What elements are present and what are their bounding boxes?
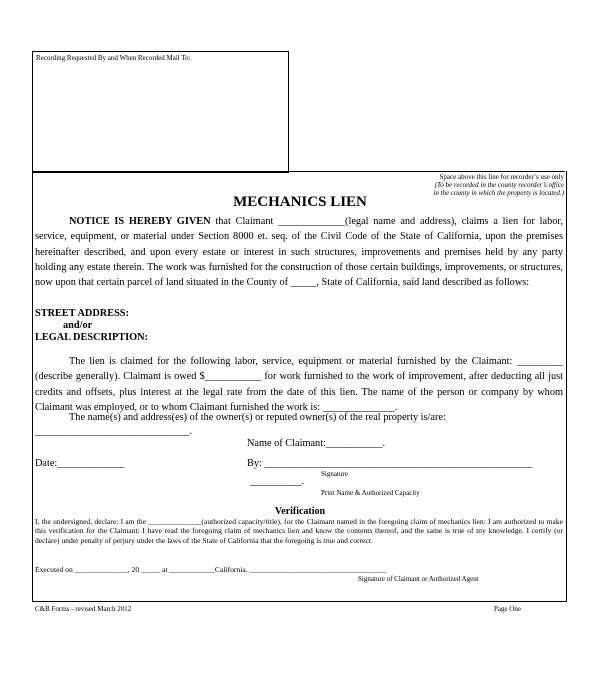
street-address-header: STREET ADDRESS:: [35, 308, 129, 319]
notice-lead: NOTICE IS HEREBY GIVEN: [69, 216, 211, 227]
recording-box: [32, 51, 289, 173]
recorder-note-line3: in the county in which the property is located.): [433, 189, 564, 197]
footer-revision: C&B Forms - revised March 2012: [35, 605, 132, 613]
name-of-claimant-line: Name of Claimant:___________.: [247, 438, 386, 449]
date-line: Date:_____________: [35, 458, 125, 469]
executed-line: Executed on ______________, 20 _____ at ____________California. ____________________________________: [35, 565, 387, 574]
owners-blank: ______________________________.: [35, 426, 193, 437]
notice-text: that Claimant _____________(legal name and address), claims a lien for labor, service, equipment, or material under Section 8000 et. seq. of the Civil Code of the State of California, upon the premises hereinafter described, and upon every estate or interest in such structures, improvements and premises held by any party holding any estate therein. The work was furnished for the construction of those certain buildings, improvements, or structures, now upon that certain parcel of land situated in the County of _____, State of California, said land described as follows:: [35, 216, 563, 289]
document-title: MECHANICS LIEN: [233, 194, 367, 210]
claim-paragraph: The lien is claimed for the following labor, service, equipment or material furnished by the Claimant: _________ (describe generally). Claimant is owed $___________ for work furnished to the work of improvement, after deducting all just credits and offsets, plus interest at the legal rate from the date of this lien. The name of the person or company by whom Claimant was employed, or to whom Claimant furnished the work is: ______________.: [35, 356, 563, 413]
owners-line: The name(s) and address(es) of the owner(s) or reputed owner(s) of the real property is/are:: [69, 412, 446, 423]
recorder-note-line1: Space above this line for recorder’s use only: [439, 173, 564, 181]
print-name-caption: Print Name & Authorized Capacity: [321, 489, 420, 497]
signature-caption: Signature: [321, 470, 348, 478]
by-line: By: ____________________________________________________: [247, 458, 533, 469]
print-name-blank: __________.: [250, 476, 305, 487]
legal-description-header: LEGAL DESCRIPTION:: [35, 332, 149, 343]
verification-signature-caption: Signature of Claimant or Authorized Agent: [358, 575, 479, 583]
recording-box-label: Recording Requested By and When Recorded Mail To:: [36, 54, 191, 62]
notice-paragraph: [35, 214, 563, 290]
andor-header: and/or: [63, 320, 93, 331]
footer-page-number: Page One: [494, 605, 522, 613]
recorder-note-line2: (To be recorded in the county recorder’s office: [434, 181, 564, 189]
verification-text: I, the undersigned, declare: I am the ______________(authorized capacity/title), for the Claimant named in the foregoing claim of mechanics lien: I am authorized to make this verification for the Claimant: I have read the foregoing claim of mechanics lien and know the contents thereof, and the same is true of my knowledge. I certify (or declare) under penalty of perjury under the laws of the State of California that the foregoing is true and correct.: [35, 517, 563, 545]
verification-title: Verification: [274, 506, 326, 517]
